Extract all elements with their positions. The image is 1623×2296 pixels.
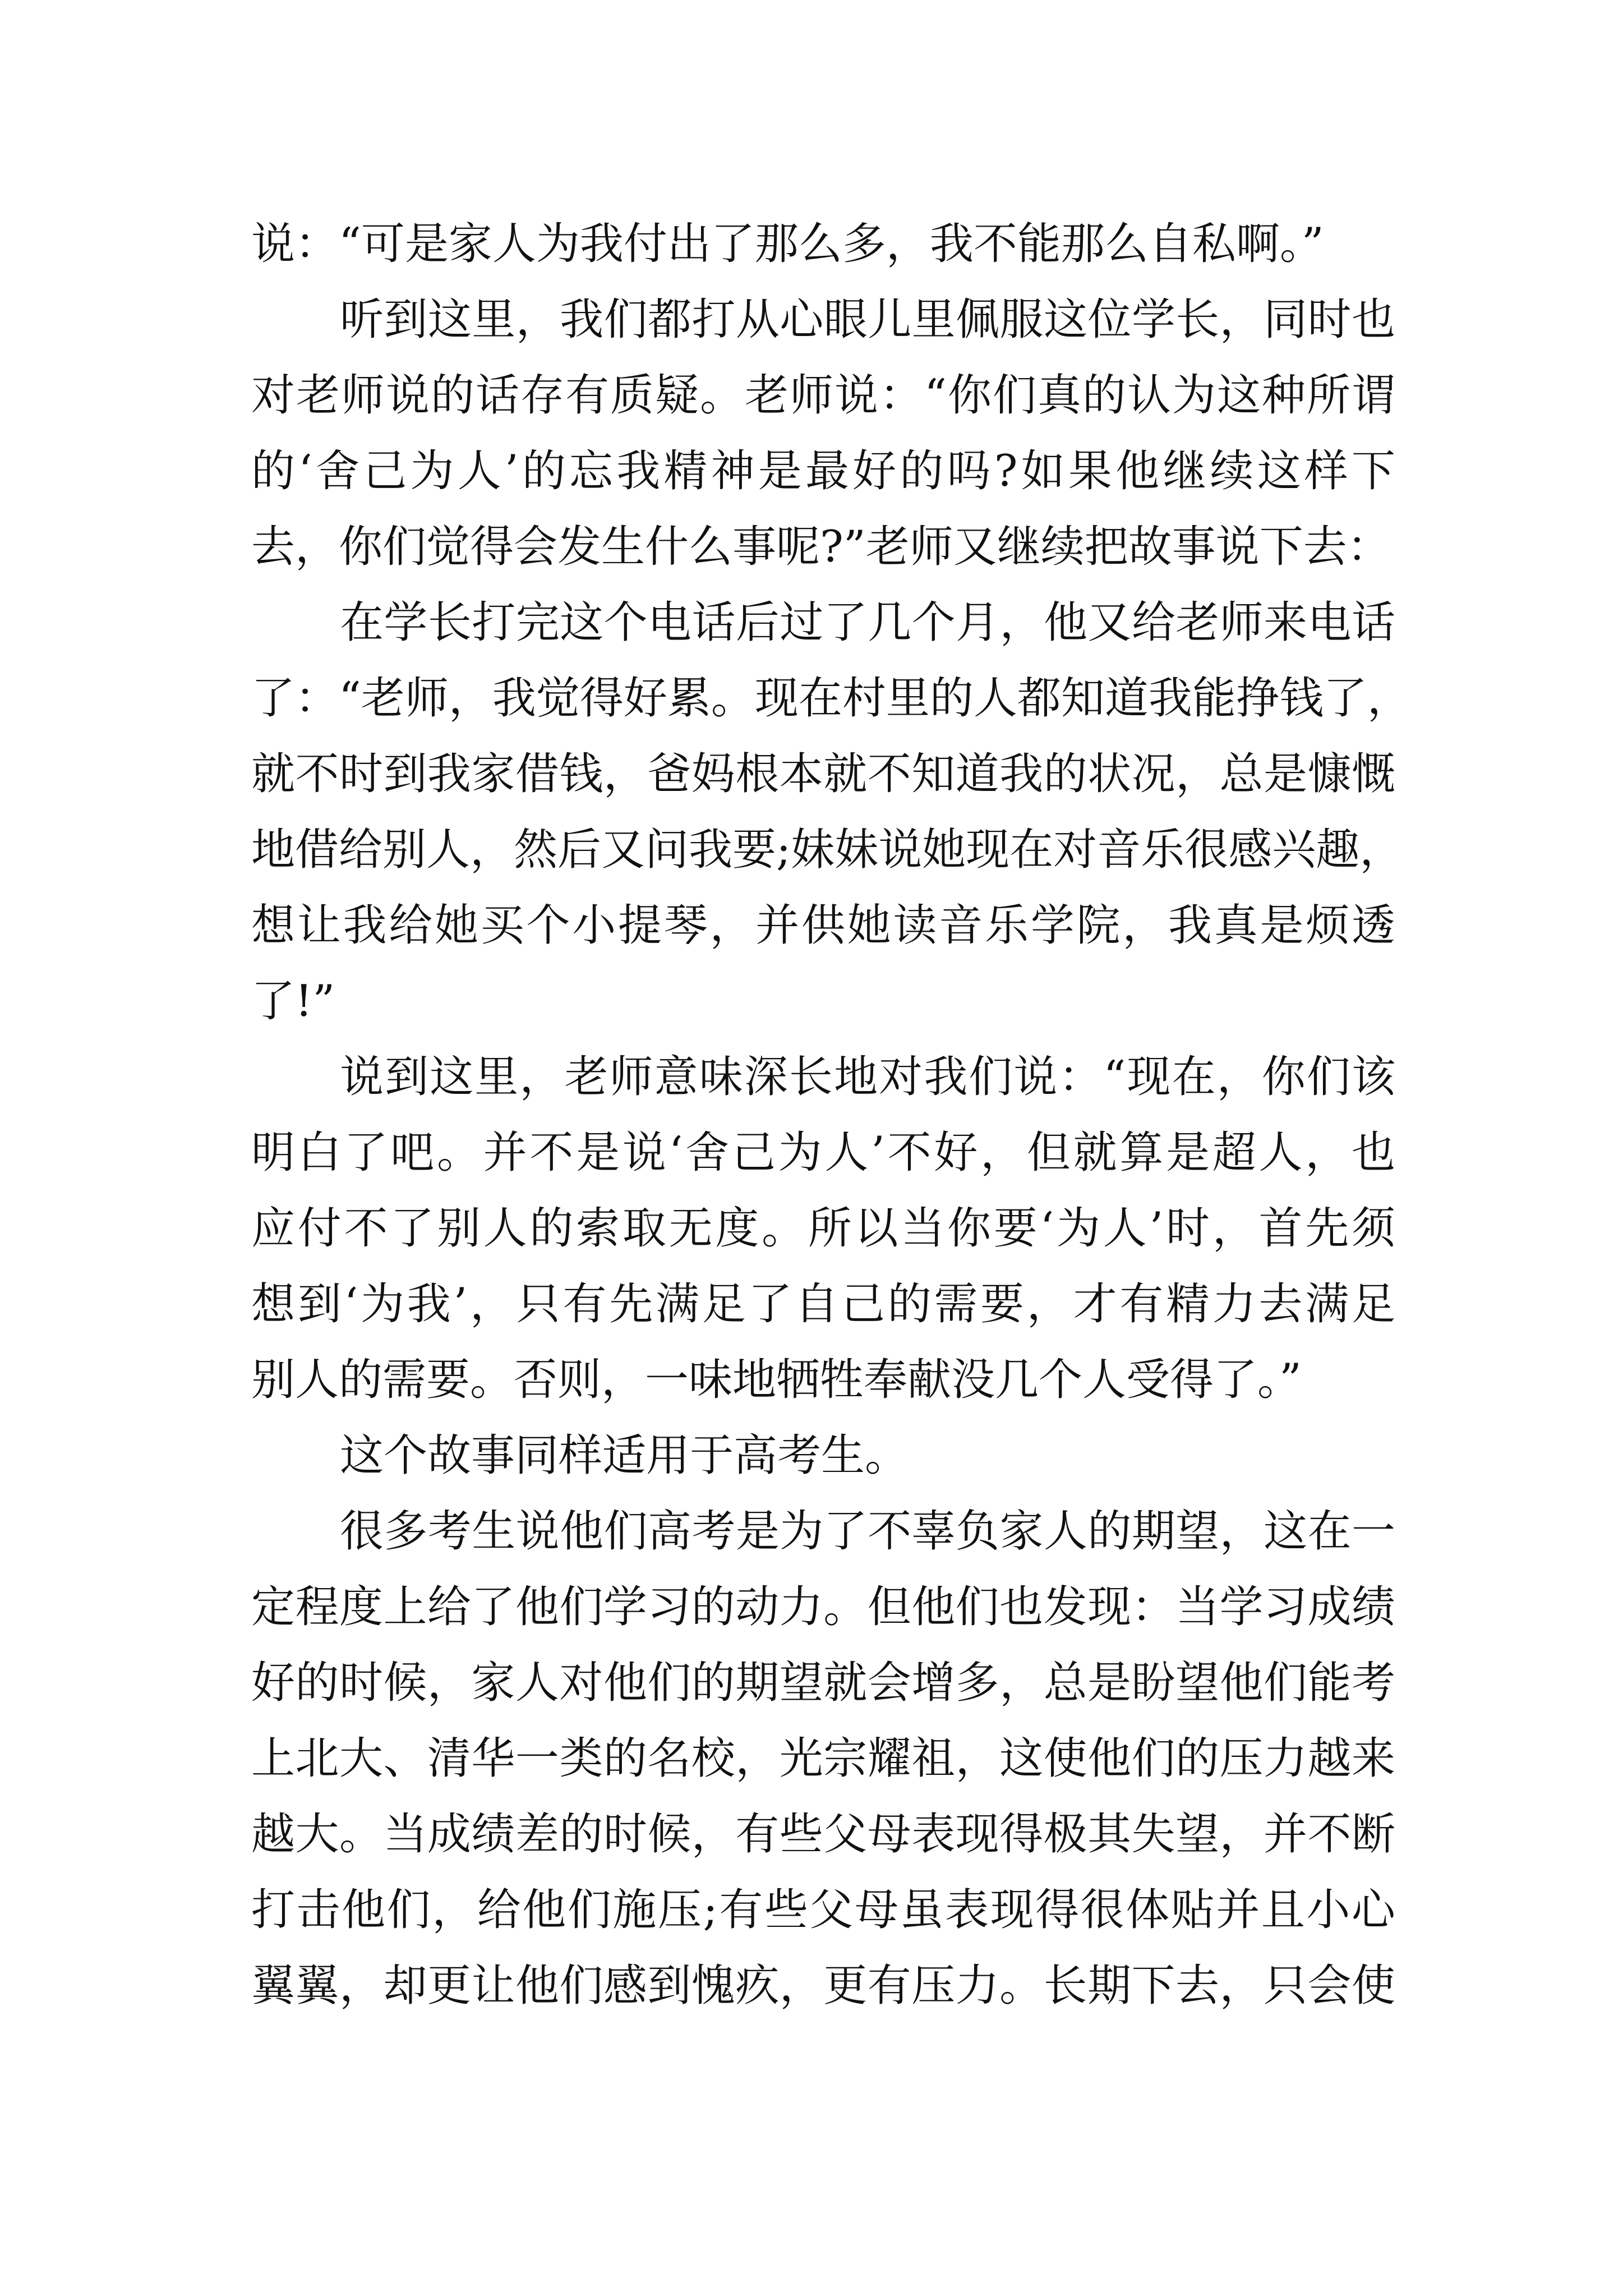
text-line: 了!” [251, 976, 335, 1027]
text-line: 说：“可是家人为我付出了那么多，我不能那么自私啊。” [251, 219, 1324, 269]
text-line: 想到‘为我’，只有先满足了自己的需要，才有精力去满足 [251, 1279, 1395, 1329]
text-line: 去，你们觉得会发生什么事呢?”老师又继续把故事说下去： [251, 522, 1391, 572]
text-line: 地借给别人，然后又问我要;妹妹说她现在对音乐很感兴趣， [251, 825, 1404, 875]
text-line: 很多考生说他们高考是为了不辜负家人的期望，这在一 [340, 1506, 1395, 1557]
text-line: 别人的需要。否则，一味地牺牲奉献没几个人受得了。” [251, 1355, 1302, 1405]
text-line: 明白了吧。并不是说‘舍己为人’不好，但就算是超人，也 [251, 1128, 1395, 1178]
text-line: 的‘舍己为人’的忘我精神是最好的吗?如果他继续这样下 [251, 446, 1395, 496]
text-line: 说到这里，老师意味深长地对我们说：“现在，你们该 [340, 1052, 1395, 1102]
text-line: 听到这里，我们都打从心眼儿里佩服这位学长，同时也 [340, 295, 1395, 345]
text-line: 在学长打完这个电话后过了几个月，他又给老师来电话 [340, 597, 1395, 648]
document-body [251, 206, 1411, 2024]
text-line: 对老师说的话存有质疑。老师说：“你们真的认为这种所谓 [251, 370, 1395, 421]
text-line: 定程度上给了他们学习的动力。但他们也发现：当学习成绩 [251, 1582, 1395, 1632]
text-line: 应付不了别人的索取无度。所以当你要‘为人’时，首先须 [251, 1203, 1395, 1254]
text-line: 就不时到我家借钱，爸妈根本就不知道我的状况，总是慷慨 [251, 749, 1395, 799]
text-line: 上北大、清华一类的名校，光宗耀祖，这使他们的压力越来 [251, 1733, 1395, 1784]
text-line: 越大。当成绩差的时候，有些父母表现得极其失望，并不断 [251, 1809, 1395, 1860]
text-line: 翼翼，却更让他们感到愧疚，更有压力。长期下去，只会使 [251, 1961, 1395, 2011]
text-line: 这个故事同样适用于高考生。 [340, 1430, 909, 1481]
text-line: 打击他们，给他们施压;有些父母虽表现得很体贴并且小心 [251, 1885, 1395, 1935]
text-line: 了：“老师，我觉得好累。现在村里的人都知道我能挣钱了， [251, 673, 1411, 724]
text-line: 好的时候，家人对他们的期望就会增多，总是盼望他们能考 [251, 1658, 1395, 1708]
text-line: 想让我给她买个小提琴，并供她读音乐学院，我真是烦透 [251, 900, 1395, 951]
